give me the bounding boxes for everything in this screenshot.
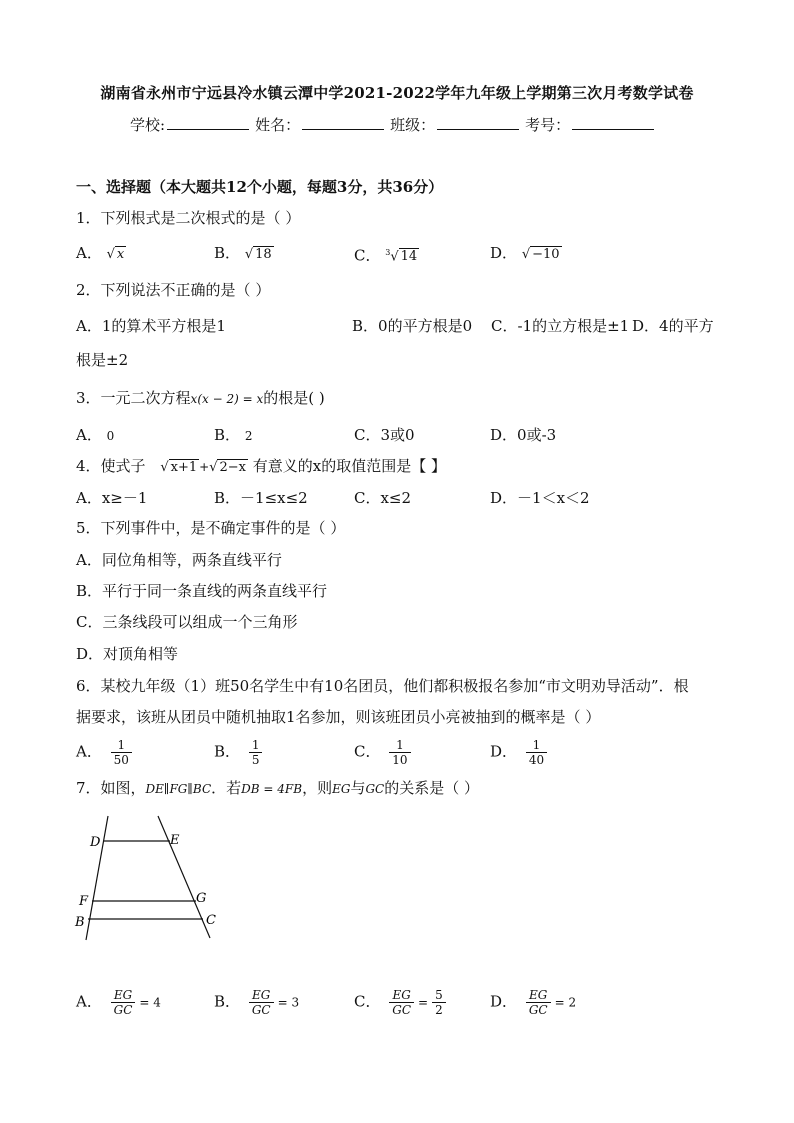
q7-stem: 7．如图，DE∥FG∥BC．若DB = 4FB，则EG与GC的关系是（ ） <box>76 779 480 797</box>
fraction: $\frac{EG}{GC}$ <box>249 988 274 1017</box>
label-c: C <box>206 913 216 928</box>
q2-option-b: B．0的平方根是0 <box>352 317 473 335</box>
q5-option-b: B．平行于同一条直线的两条直线平行 <box>76 582 328 600</box>
q7-option-b: B． $\frac{EG}{GC}$ = 3 <box>214 988 300 1017</box>
cube-root-symbol: $^3$√ 14 <box>385 248 418 265</box>
number-label: 考号： <box>525 116 571 134</box>
q1-option-b: B． √ 18 <box>214 243 274 265</box>
q3-option-c: C．3或0 <box>354 426 415 444</box>
q1-option-a: A． √ x <box>76 243 126 265</box>
q5-option-c: C．三条线段可以组成一个三角形 <box>76 613 298 631</box>
q1-option-c: C． $^3$√ 14 <box>354 243 419 267</box>
right-line <box>158 816 210 938</box>
q2-option-d: D．4的平方 <box>632 317 714 335</box>
label-d: D <box>90 835 101 850</box>
fraction: $\frac{1}{50}$ <box>111 738 132 767</box>
q6-stem-line2: 据要求，该班从团员中随机抽取1名参加，则该班团员小亮被抽到的概率是（ ） <box>76 708 601 726</box>
q2-option-c: C．-1的立方根是±1 <box>491 317 630 335</box>
name-label: 姓名： <box>255 116 301 134</box>
q7-option-a: A． $\frac{EG}{GC}$ = 4 <box>76 988 161 1017</box>
q3-equation: x(x − 2) = x <box>190 392 264 406</box>
fraction: $\frac{1}{10}$ <box>389 738 410 767</box>
student-info-row <box>130 114 660 135</box>
label-b: B <box>75 915 85 930</box>
page-title: 湖南省永州市宁远县冷水镇云潭中学2021-2022学年九年级上学期第三次月考数学试卷 <box>100 84 694 102</box>
sqrt-symbol: √ x <box>106 247 125 262</box>
class-blank <box>437 115 519 130</box>
q6-stem-line1: 6．某校九年级（1）班50名学生中有10名团员，他们都积极报名参加“市文明劝导活动”．根 <box>76 677 689 695</box>
q6-option-d: D． $\frac{1}{40}$ <box>490 738 551 767</box>
sqrt-symbol: √ 18 <box>244 247 272 262</box>
q5-option-a: A．同位角相等，两条直线平行 <box>76 551 282 569</box>
label-g: G <box>196 891 207 906</box>
q6-option-a: A． $\frac{1}{50}$ <box>76 738 136 767</box>
school-blank <box>167 115 249 130</box>
sqrt-symbol: √ 2−x <box>209 460 246 475</box>
q7-option-d: D． $\frac{EG}{GC}$ = 2 <box>490 988 577 1017</box>
fraction: $\frac{EG}{GC}$ <box>526 988 551 1017</box>
q6-option-b: B． $\frac{1}{5}$ <box>214 738 266 767</box>
label-e: E <box>170 833 180 848</box>
q6-option-c: C． $\frac{1}{10}$ <box>354 738 415 767</box>
q3-option-a: A． 0 <box>76 426 115 444</box>
fraction: $\frac{5}{2}$ <box>432 988 446 1017</box>
q5-stem: 5．下列事件中，是不确定事件的是（ ） <box>76 519 346 537</box>
fraction: $\frac{EG}{GC}$ <box>389 988 414 1017</box>
q1-option-d: D． √ −10 <box>490 243 562 265</box>
sqrt-symbol: √ −10 <box>521 247 560 262</box>
label-f: F <box>79 894 89 909</box>
name-blank <box>302 115 384 130</box>
q7-figure <box>70 808 230 948</box>
section-heading: 一、选择题（本大题共12个小题，每题3分，共36分） <box>76 178 444 196</box>
q7-option-c: C． $\frac{EG}{GC}$ = $\frac{5}{2}$ <box>354 988 450 1017</box>
q5-option-d: D．对顶角相等 <box>76 645 179 663</box>
q4-stem: 4．使式子 √ x+1 +√ 2−x 有意义的x的取值范围是【 】 <box>76 456 446 478</box>
sqrt-symbol: √ x+1 <box>160 460 198 475</box>
number-blank <box>572 115 654 130</box>
q3-stem: 3．一元二次方程x(x − 2) = x的根是( ) <box>76 389 325 407</box>
q4-option-b: B．－1≤x≤2 <box>214 489 308 507</box>
q3-option-b: B． 2 <box>214 426 253 444</box>
q4-option-d: D．－1＜x＜2 <box>490 489 590 507</box>
q2-option-a: A．1的算术平方根是1 <box>76 317 226 335</box>
school-label: 学校: <box>130 116 166 134</box>
q4-option-c: C．x≤2 <box>354 489 412 507</box>
q4-option-a: A．x≥－1 <box>76 489 148 507</box>
fraction: $\frac{EG}{GC}$ <box>111 988 136 1017</box>
q3-option-d: D．0或-3 <box>490 426 557 444</box>
q2-continuation: 根是±2 <box>76 351 129 369</box>
fraction: $\frac{1}{40}$ <box>526 738 547 767</box>
q1-stem: 1．下列根式是二次根式的是（ ） <box>76 209 301 227</box>
class-label: 班级： <box>390 116 436 134</box>
q2-stem: 2．下列说法不正确的是（ ） <box>76 281 271 299</box>
fraction: $\frac{1}{5}$ <box>249 738 263 767</box>
